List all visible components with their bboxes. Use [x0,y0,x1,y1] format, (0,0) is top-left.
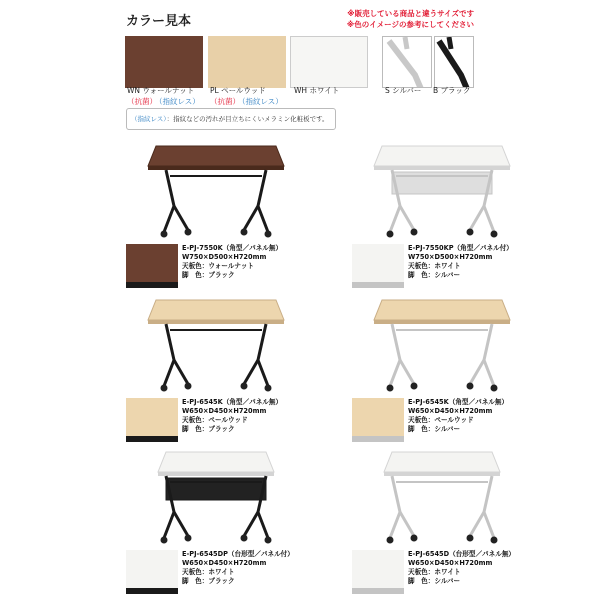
product-card[interactable] [126,136,351,286]
walnut-label: WN ウォールナット [127,86,195,95]
page-title: カラー見本 [126,14,192,29]
product-card[interactable] [352,442,577,592]
leg-color: 脚 色：シルバー [408,271,461,279]
top-color: 天板色：ペールウッド [182,416,248,424]
product-card[interactable] [126,442,351,592]
desk-illustration [126,442,351,552]
product-size: W650×D450×H720mm [408,407,493,415]
white-label: WH ホワイト [294,86,340,95]
detail-thumbnail [126,244,178,288]
top-color: 天板色：ホワイト [408,262,461,270]
desk-illustration [352,136,577,246]
product-card[interactable] [352,290,577,440]
note-tag: （指紋レス） [131,115,167,123]
leg-color: 脚 色：ブラック [182,577,235,585]
silver-label: S シルバー [385,86,422,95]
detail-thumbnail [126,398,178,442]
walnut-fingerprint-less: （指紋レス） [155,97,200,106]
walnut-antibacterial: （抗菌） [127,97,157,106]
detail-thumbnail [352,244,404,288]
leg-color: 脚 色：ブラック [182,425,235,433]
product-size: W750×D500×H720mm [182,253,267,261]
pale-wood-label: PL ペールウッド [210,86,266,95]
fingerprint-less-note [126,108,336,130]
pale-wood-antibacterial: （抗菌） [210,97,240,106]
pale-wood-fingerprint-less: （指紋レス） [238,97,283,106]
top-color: 天板色：ホワイト [408,568,461,576]
desk-illustration [352,442,577,552]
black-leg-icon [435,37,474,88]
top-color: 天板色：ホワイト [182,568,235,576]
product-size: W750×D500×H720mm [408,253,493,261]
swatch-black [434,36,474,88]
swatch-white [290,36,368,88]
top-color: 天板色：ペールウッド [408,416,474,424]
product-card[interactable] [126,290,351,440]
product-code: E-PJ-7550K（角型／パネル無） [182,244,283,252]
leg-color: 脚 色：ブラック [182,271,235,279]
desk-illustration [352,290,577,400]
desk-illustration [126,290,351,400]
silver-leg-icon [383,37,432,88]
product-code: E-PJ-6545K（角型／パネル無） [182,398,283,406]
product-code: E-PJ-6545K（角型／パネル無） [408,398,509,406]
desk-illustration [126,136,351,246]
product-code: E-PJ-6545DP（台形型／パネル付） [182,550,294,558]
note-text: ：指紋などの汚れが目立ちにくいメラミン化粧板です。 [166,115,329,123]
product-size: W650×D450×H720mm [408,559,493,567]
top-color: 天板色：ウォールナット [182,262,255,270]
swatch-silver [382,36,432,88]
color-note: ※色のイメージの参考にしてください [346,20,474,29]
product-size: W650×D450×H720mm [182,559,267,567]
product-card[interactable] [352,136,577,286]
detail-thumbnail [126,550,178,594]
leg-color: 脚 色：シルバー [408,425,461,433]
product-code: E-PJ-6545D（台形型／パネル無） [408,550,516,558]
swatch-walnut [125,36,203,88]
black-label: B ブラック [433,86,471,95]
swatch-pale-wood [208,36,286,88]
size-note: ※販売している商品と違うサイズです [347,9,474,18]
leg-color: 脚 色：シルバー [408,577,461,585]
product-size: W650×D450×H720mm [182,407,267,415]
detail-thumbnail [352,398,404,442]
detail-thumbnail [352,550,404,594]
product-code: E-PJ-7550KP（角型／パネル付） [408,244,513,252]
